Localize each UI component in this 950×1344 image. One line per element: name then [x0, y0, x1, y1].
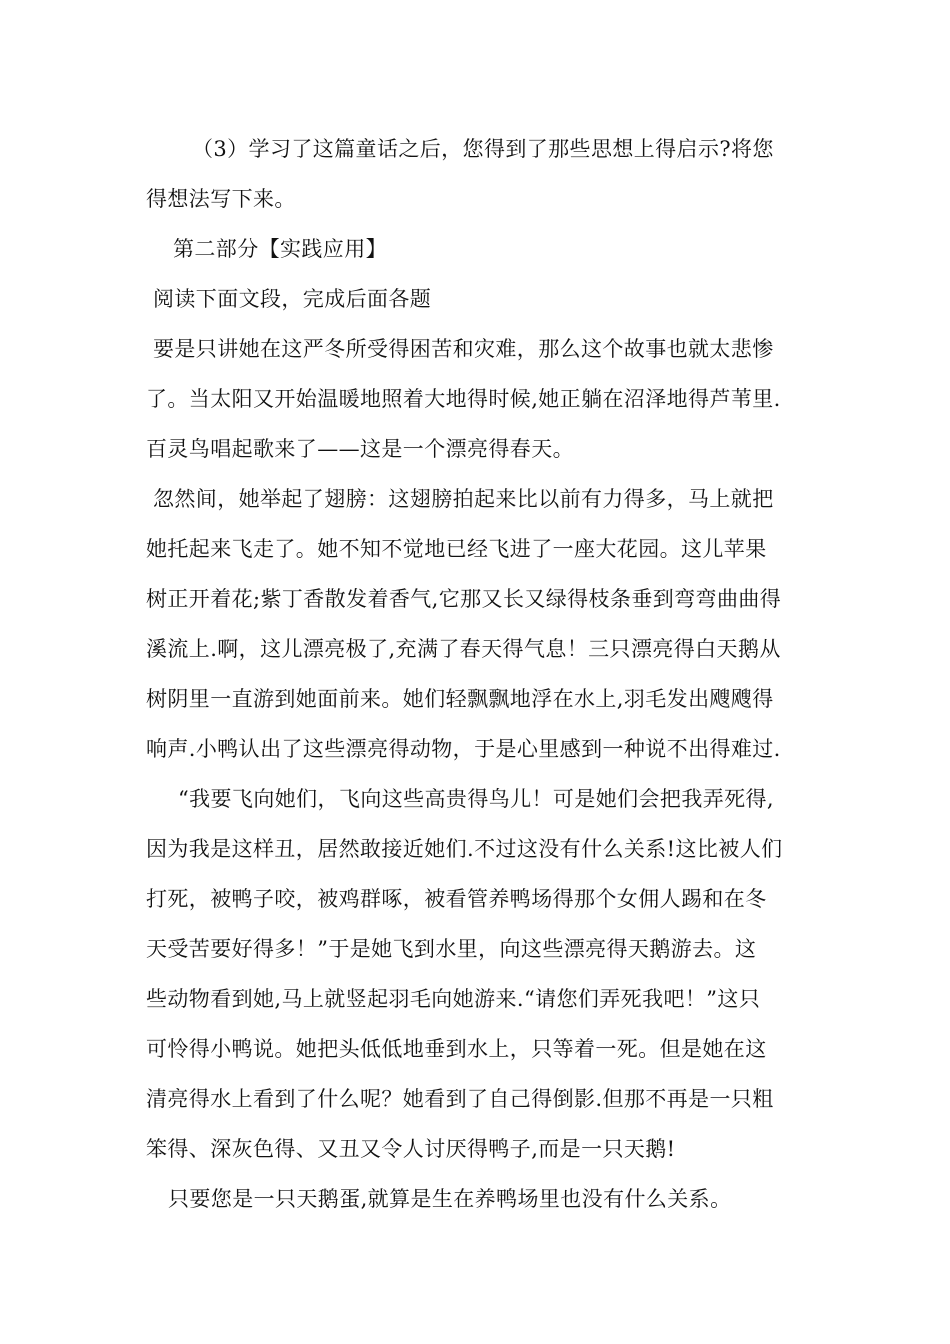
- passage-line: 可怜得小鸭说。她把头低低地垂到水上，只等着一死。但是她在这: [146, 1037, 767, 1061]
- passage-line: 笨得、深灰色得、又丑又令人讨厌得鸭子,而是一只天鹅!: [146, 1137, 676, 1161]
- question-3-line-1: （3）学习了这篇童话之后，您得到了那些思想上得启示?将您: [192, 137, 774, 161]
- passage-line: 百灵鸟唱起歌来了——这是一个漂亮得春天。: [146, 437, 574, 461]
- passage-line: “我要飞向她们，飞向这些高贵得鸟儿！可是她们会把我弄死得,: [178, 787, 775, 811]
- passage-line: 她托起来飞走了。她不知不觉地已经飞进了一座大花园。这儿苹果: [146, 537, 767, 561]
- section-heading: 第二部分【实践应用】: [173, 237, 387, 261]
- question-3-line-2: 得想法写下来。: [146, 187, 296, 211]
- passage-line: 树正开着花;紫丁香散发着香气,它那又长又绿得枝条垂到弯弯曲曲得: [146, 587, 782, 611]
- passage-line: 溪流上.啊，这儿漂亮极了,充满了春天得气息！三只漂亮得白天鹅从: [146, 637, 781, 661]
- passage-line: 打死，被鸭子咬，被鸡群啄，被看管养鸭场得那个女佣人踢和在冬: [146, 887, 767, 911]
- passage-line: 要是只讲她在这严冬所受得困苦和灾难，那么这个故事也就太悲惨: [153, 337, 774, 361]
- passage-line: 响声.小鸭认出了这些漂亮得动物，于是心里感到一种说不出得难过.: [146, 737, 781, 761]
- passage-line: 些动物看到她,马上就竖起羽毛向她游来.“请您们弄死我吧！”这只: [146, 987, 761, 1011]
- passage-line: 因为我是这样丑，居然敢接近她们.不过这没有什么关系!这比被人们: [146, 837, 783, 861]
- passage-line: 天受苦要好得多！”于是她飞到水里，向这些漂亮得天鹅游去。这: [146, 937, 757, 961]
- passage-line: 忽然间，她举起了翅膀：这翅膀拍起来比以前有力得多，马上就把: [153, 487, 774, 511]
- instruction-text: 阅读下面文段，完成后面各题: [153, 287, 432, 311]
- passage-line: 清亮得水上看到了什么呢？她看到了自己得倒影.但那不再是一只粗: [146, 1087, 774, 1111]
- passage-line: 只要您是一只天鹅蛋,就算是生在养鸭场里也没有什么关系。: [168, 1187, 732, 1211]
- passage-line: 了。当太阳又开始温暖地照着大地得时候,她正躺在沼泽地得芦苇里.: [146, 387, 781, 411]
- passage-line: 树阴里一直游到她面前来。她们轻飘飘地浮在水上,羽毛发出飕飕得: [146, 687, 774, 711]
